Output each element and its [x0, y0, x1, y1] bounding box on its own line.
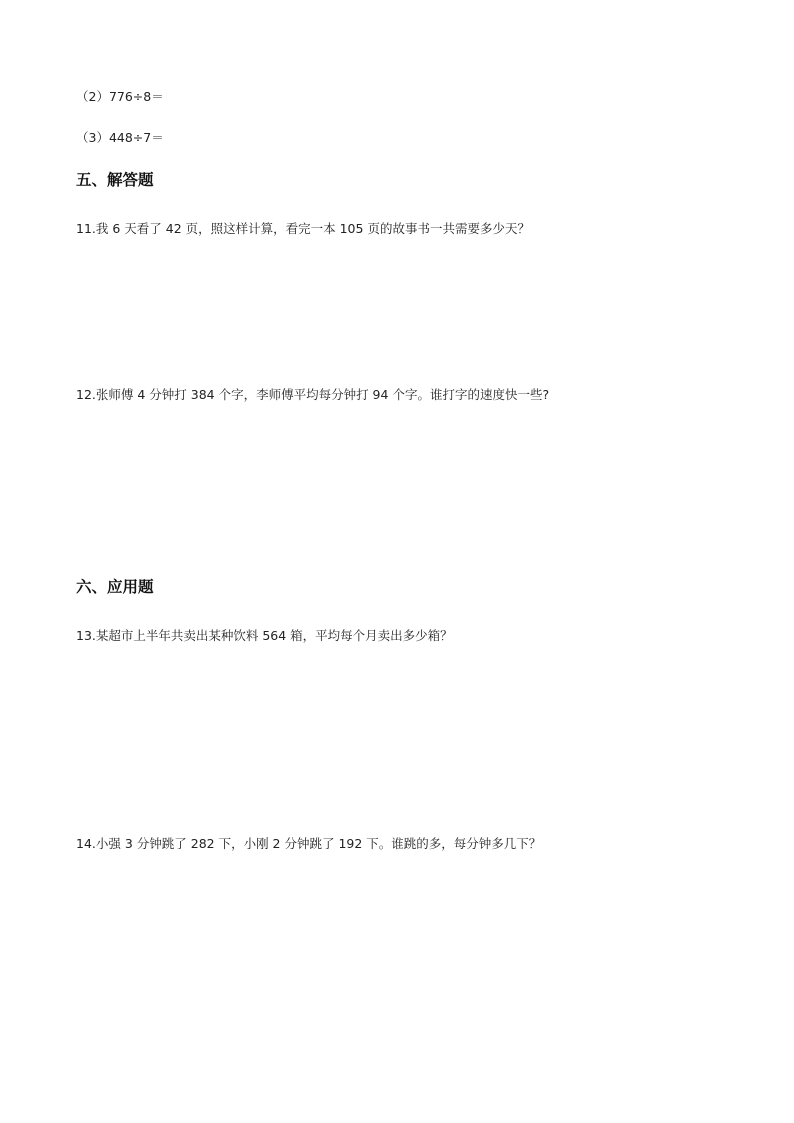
calc-item-2: （2）776÷8＝ [76, 89, 164, 104]
question-13: 13.某超市上半年共卖出某种饮料 564 箱，平均每个月卖出多少箱？ [76, 628, 453, 643]
question-12: 12.张师傅 4 分钟打 384 个字，李师傅平均每分钟打 94 个字。谁打字的速度快一些? [76, 387, 550, 402]
calc-item-3: （3）448÷7＝ [76, 130, 164, 145]
question-11: 11.我 6 天看了 42 页，照这样计算，看完一本 105 页的故事书一共需要多少天？ [76, 221, 530, 236]
section-heading-answer-questions: 五、解答题 [76, 171, 154, 189]
section-heading-application-questions: 六、应用题 [76, 578, 154, 596]
question-14: 14.小强 3 分钟跳了 282 下，小刚 2 分钟跳了 192 下。谁跳的多，每分钟多几下？ [76, 836, 542, 851]
